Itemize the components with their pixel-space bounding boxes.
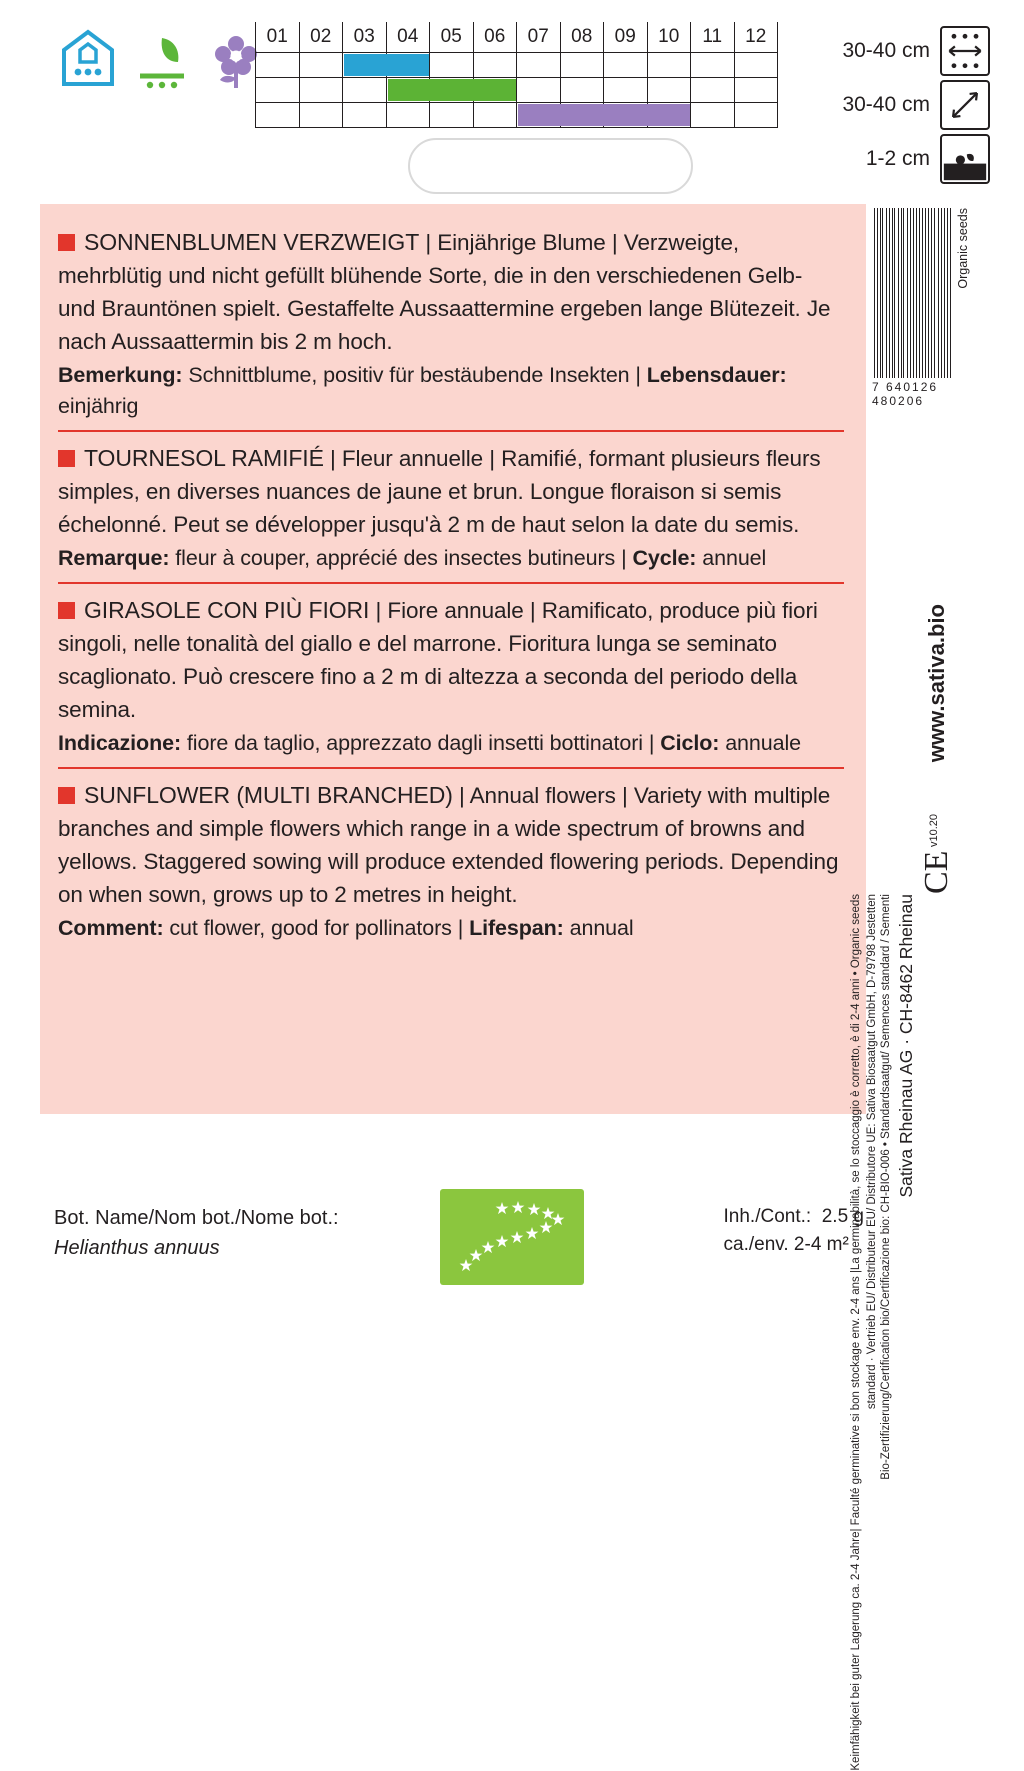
title-de: SONNENBLUMEN VERZWEIGT: [84, 229, 420, 255]
description-panel: [40, 204, 866, 1114]
botanical-name-label: Bot. Name/Nom bot./Nome bot.:: [54, 1207, 339, 1229]
pictogram-group: [60, 28, 264, 90]
organic-seeds-text: Organic seeds: [956, 208, 970, 289]
lifespan-value-en: annual: [569, 916, 634, 940]
sowing-depth-label: 1-2 cm: [865, 147, 930, 170]
description-de: SONNENBLUMEN VERZWEIGT | Einjährige Blume | Verzweigte, mehrblütig und nicht gefüllt blühende Sorte, die in den verschiedenen Gelb- und Brauntönen spielt. Gestaffelte Aussaattermine ergeben lange Blütezeit. Je nach Aussaattermin bis 2 m hoch. Bemerkung: Schnittblume, positiv für bestäubende Insekten | Lebensdauer: einjährig: [58, 229, 831, 418]
calendar-month: 01: [255, 22, 300, 52]
calendar-month: 12: [735, 22, 779, 52]
title-it: GIRASOLE CON PIÙ FIORI: [84, 597, 370, 623]
botanical-name-value: Helianthus annuus: [54, 1237, 220, 1259]
footer: [40, 1185, 870, 1295]
calendar-month: 08: [561, 22, 605, 52]
calendar-grid: [255, 52, 778, 128]
lifespan-value-fr: annuel: [702, 546, 767, 570]
calendar-row-flowering: [256, 103, 778, 128]
horizontal-spacing-icon: [940, 26, 990, 76]
description-en: SUNFLOWER (MULTI BRANCHED) | Annual flowers | Variety with multiple branches and simple flowers which range in a wide spectrum of browns and yellows. Staggered sowing will produce extended flowering periods. Depending on when sown, grows up to 2 metres in height. Comment: cut flower, good for pollinators | Lifespan: annual: [58, 767, 844, 952]
calendar-month-header: [255, 22, 778, 52]
legal-line-2: standard · Vertrieb EU/ Distributeur EU/ Distributore UE: Sativa Biosaatgut GmbH, D-79798 Jestetten: [866, 894, 878, 1410]
category-fr: Fleur annuelle: [341, 446, 484, 471]
category-de: Einjährige Blume: [437, 230, 606, 255]
calendar-bar-greenhouse: [344, 54, 429, 76]
lifespan-value-de: einjährig: [58, 394, 139, 418]
note-label-de: Bemerkung:: [58, 363, 183, 387]
spacing-row-sowing-depth: [800, 132, 990, 186]
calendar-month: 11: [691, 22, 735, 52]
spacing-row-plant-spacing: [800, 78, 990, 132]
direct-sow-icon: [134, 28, 190, 90]
calendar-bar-flowering: [518, 104, 690, 126]
company-text: Sativa Rheinau AG · CH-8462 Rheinau: [896, 894, 916, 1198]
description-it: GIRASOLE CON PIÙ FIORI | Fiore annuale | Ramificato, produce più fiori singoli, nelle tonalità del giallo e del marrone. Fioritura lunga se seminato scaglionato. Può crescere fino a 2 m di altezza a seconda del periodo della semina. Indicazione: fiore da taglio, apprezzato dagli insetti bottinatori | Ciclo: annuale: [58, 582, 844, 767]
text-en: Variety with multiple branches and simple flowers which range in a wide spectrum of browns and yellows. Staggered sowing will produce extended flowering periods. Depending on when sown, grows up to 2 metres in height.: [58, 783, 839, 907]
barcode-number: 7 640126 480206: [872, 380, 939, 408]
calendar-month: 05: [430, 22, 474, 52]
calendar-row-direct-sow: [256, 78, 778, 103]
hang-hole: [408, 138, 693, 194]
text-it: Ramificato, produce più fiori singoli, nelle tonalità del giallo e del marrone. Fioritura lunga se seminato scaglionato. Può crescere fino a 2 m di altezza a seconda del periodo della semina.: [58, 598, 818, 722]
title-fr: TOURNESOL RAMIFIÉ: [84, 445, 324, 471]
top-info-strip: [40, 10, 984, 200]
content-info: [724, 1203, 865, 1259]
title-en: SUNFLOWER (MULTI BRANCHED): [84, 782, 453, 808]
note-label-en: Comment:: [58, 916, 164, 940]
side-info-column: [850, 204, 984, 1771]
calendar-month: 10: [648, 22, 692, 52]
category-it: Fiore annuale: [387, 598, 524, 623]
eu-leaf-stars: [440, 1189, 584, 1285]
legal-line-3: Keimfähigkeit bei guter Lagerung ca. 2-4 Jahre| Faculté germinative si bon stockage env. 2-4 ans |La germinabilità, se lo stoccaggio è corretto, è di 2-4 anni • Organic seeds: [850, 894, 862, 1771]
calendar-month: 09: [604, 22, 648, 52]
content-value: 2.5 g: [821, 1206, 864, 1227]
diagonal-spacing-icon: [940, 80, 990, 130]
botanical-name-block: [54, 1203, 339, 1263]
calendar-month: 07: [517, 22, 561, 52]
legal-line-1: Bio-Zertifizierung/Certification bio/Certificazione bio: CH-BIO-006 • Standardsaatgut/ Semences standard / Sementi: [880, 894, 892, 1480]
area-label: ca./env.: [723, 1234, 789, 1255]
sowing-depth-icon: [940, 134, 990, 184]
eu-organic-logo: [440, 1189, 584, 1285]
calendar-row-greenhouse: [256, 53, 778, 78]
calendar-bar-direct-sow: [388, 79, 517, 101]
bullet-square-icon: [58, 450, 75, 467]
spacing-row-row-spacing: [800, 24, 990, 78]
description-fr: TOURNESOL RAMIFIÉ | Fleur annuelle | Ramifié, formant plusieurs fleurs simples, en diverses nuances de jaune et brun. Longue floraison si semis échelonné. Peut se développer jusqu'à 2 m de haut selon la date du semis. Remarque: fleur à couper, apprécié des insectes butineurs | Cycle: annuel: [58, 430, 844, 582]
bullet-square-icon: [58, 787, 75, 804]
spacing-info: [800, 24, 990, 186]
note-value-en: cut flower, good for pollinators: [169, 916, 452, 940]
barcode: [874, 208, 952, 378]
website-text: www.sativa.bio: [924, 604, 949, 763]
category-en: Annual flowers: [469, 783, 616, 808]
lifespan-value-it: annuale: [725, 731, 802, 755]
lifespan-label-fr: Cycle:: [632, 546, 697, 570]
calendar-month: 04: [387, 22, 431, 52]
row-spacing-label: 30-40 cm: [842, 39, 930, 62]
note-value-it: fiore da taglio, apprezzato dagli insetti bottinatori: [186, 731, 643, 755]
note-value-de: Schnittblume, positiv für bestäubende Insekten: [188, 363, 630, 387]
bullet-square-icon: [58, 234, 75, 251]
note-label-it: Indicazione:: [58, 731, 182, 755]
lifespan-label-en: Lifespan:: [469, 916, 564, 940]
greenhouse-icon: [60, 28, 116, 90]
text-fr: Ramifié, formant plusieurs fleurs simples, en diverses nuances de jaune et brun. Longue floraison si semis échelonné. Peut se développer jusqu'à 2 m de haut selon la date du semis.: [58, 446, 821, 537]
lifespan-label-it: Ciclo:: [660, 731, 720, 755]
calendar-month: 06: [474, 22, 518, 52]
version-text: v10.20: [928, 814, 940, 848]
calendar-month: 02: [300, 22, 344, 52]
sowing-calendar: [255, 22, 778, 128]
plant-spacing-label: 30-40 cm: [842, 93, 930, 116]
bullet-square-icon: [58, 602, 75, 619]
note-value-fr: fleur à couper, apprécié des insectes butineurs: [175, 546, 616, 570]
text-de: Verzweigte, mehrblütig und nicht gefüllt blühende Sorte, die in den verschiedenen Gelb- und Brauntönen spielt. Gestaffelte Aussaattermine ergeben lange Blütezeit. Je nach Aussaattermin bis 2 m hoch.: [58, 230, 831, 354]
calendar-month: 03: [343, 22, 387, 52]
content-label: Inh./Cont.:: [723, 1206, 812, 1227]
lifespan-label-de: Lebensdauer:: [646, 363, 787, 387]
note-label-fr: Remarque:: [58, 546, 170, 570]
ce-mark: CE: [918, 850, 955, 894]
area-value: 2-4 m²: [793, 1234, 849, 1255]
